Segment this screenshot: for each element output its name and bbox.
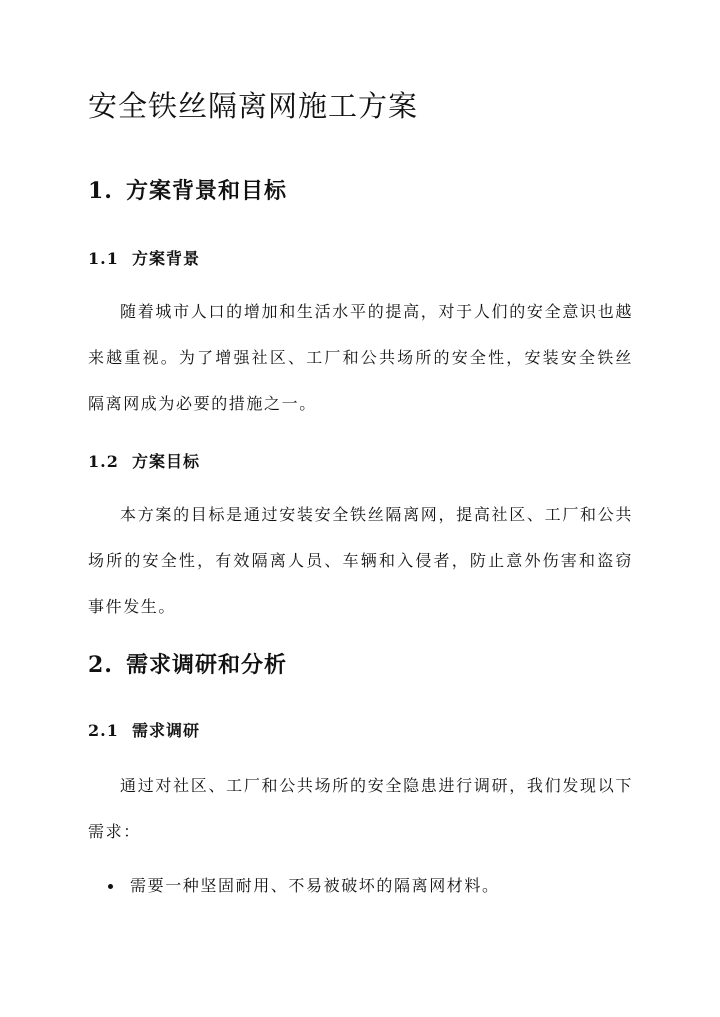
subsection-heading (88, 718, 200, 741)
list-item (88, 871, 633, 901)
subsection-heading (88, 246, 200, 269)
subsection-title: 方案目标 (132, 452, 201, 471)
paragraph: 随着城市人口的增加和生活水平的提高，对于人们的安全意识也越来越重视。为了增强社区、工厂和公共场所的安全性，安装安全铁丝隔离网成为必要的措施之一。 (88, 302, 633, 413)
section-heading (88, 648, 287, 679)
list-item-text: 需要一种坚固耐用、不易被破坏的隔离网材料。 (130, 876, 500, 895)
subsection-number: 1.1 (88, 249, 119, 268)
section-number: 1. (88, 178, 113, 204)
section-heading (88, 174, 287, 205)
section-title: 需求调研和分析 (126, 652, 288, 678)
subsection-title: 方案背景 (132, 249, 201, 268)
bullet-list (88, 871, 633, 901)
subsection-heading (88, 449, 200, 472)
section-title: 方案背景和目标 (126, 178, 288, 204)
paragraph: 通过对社区、工厂和公共场所的安全隐患进行调研，我们发现以下需求： (88, 776, 633, 841)
document-title: 安全铁丝隔离网施工方案 (88, 89, 419, 123)
subsection-title: 需求调研 (132, 721, 201, 740)
paragraph: 本方案的目标是通过安装安全铁丝隔离网，提高社区、工厂和公共场所的安全性，有效隔离人员、车辆和入侵者，防止意外伤害和盗窃事件发生。 (88, 505, 633, 616)
subsection-number: 2.1 (88, 721, 119, 740)
subsection-number: 1.2 (88, 452, 119, 471)
bullet-dot-icon (108, 884, 113, 889)
section-number: 2. (88, 652, 113, 678)
